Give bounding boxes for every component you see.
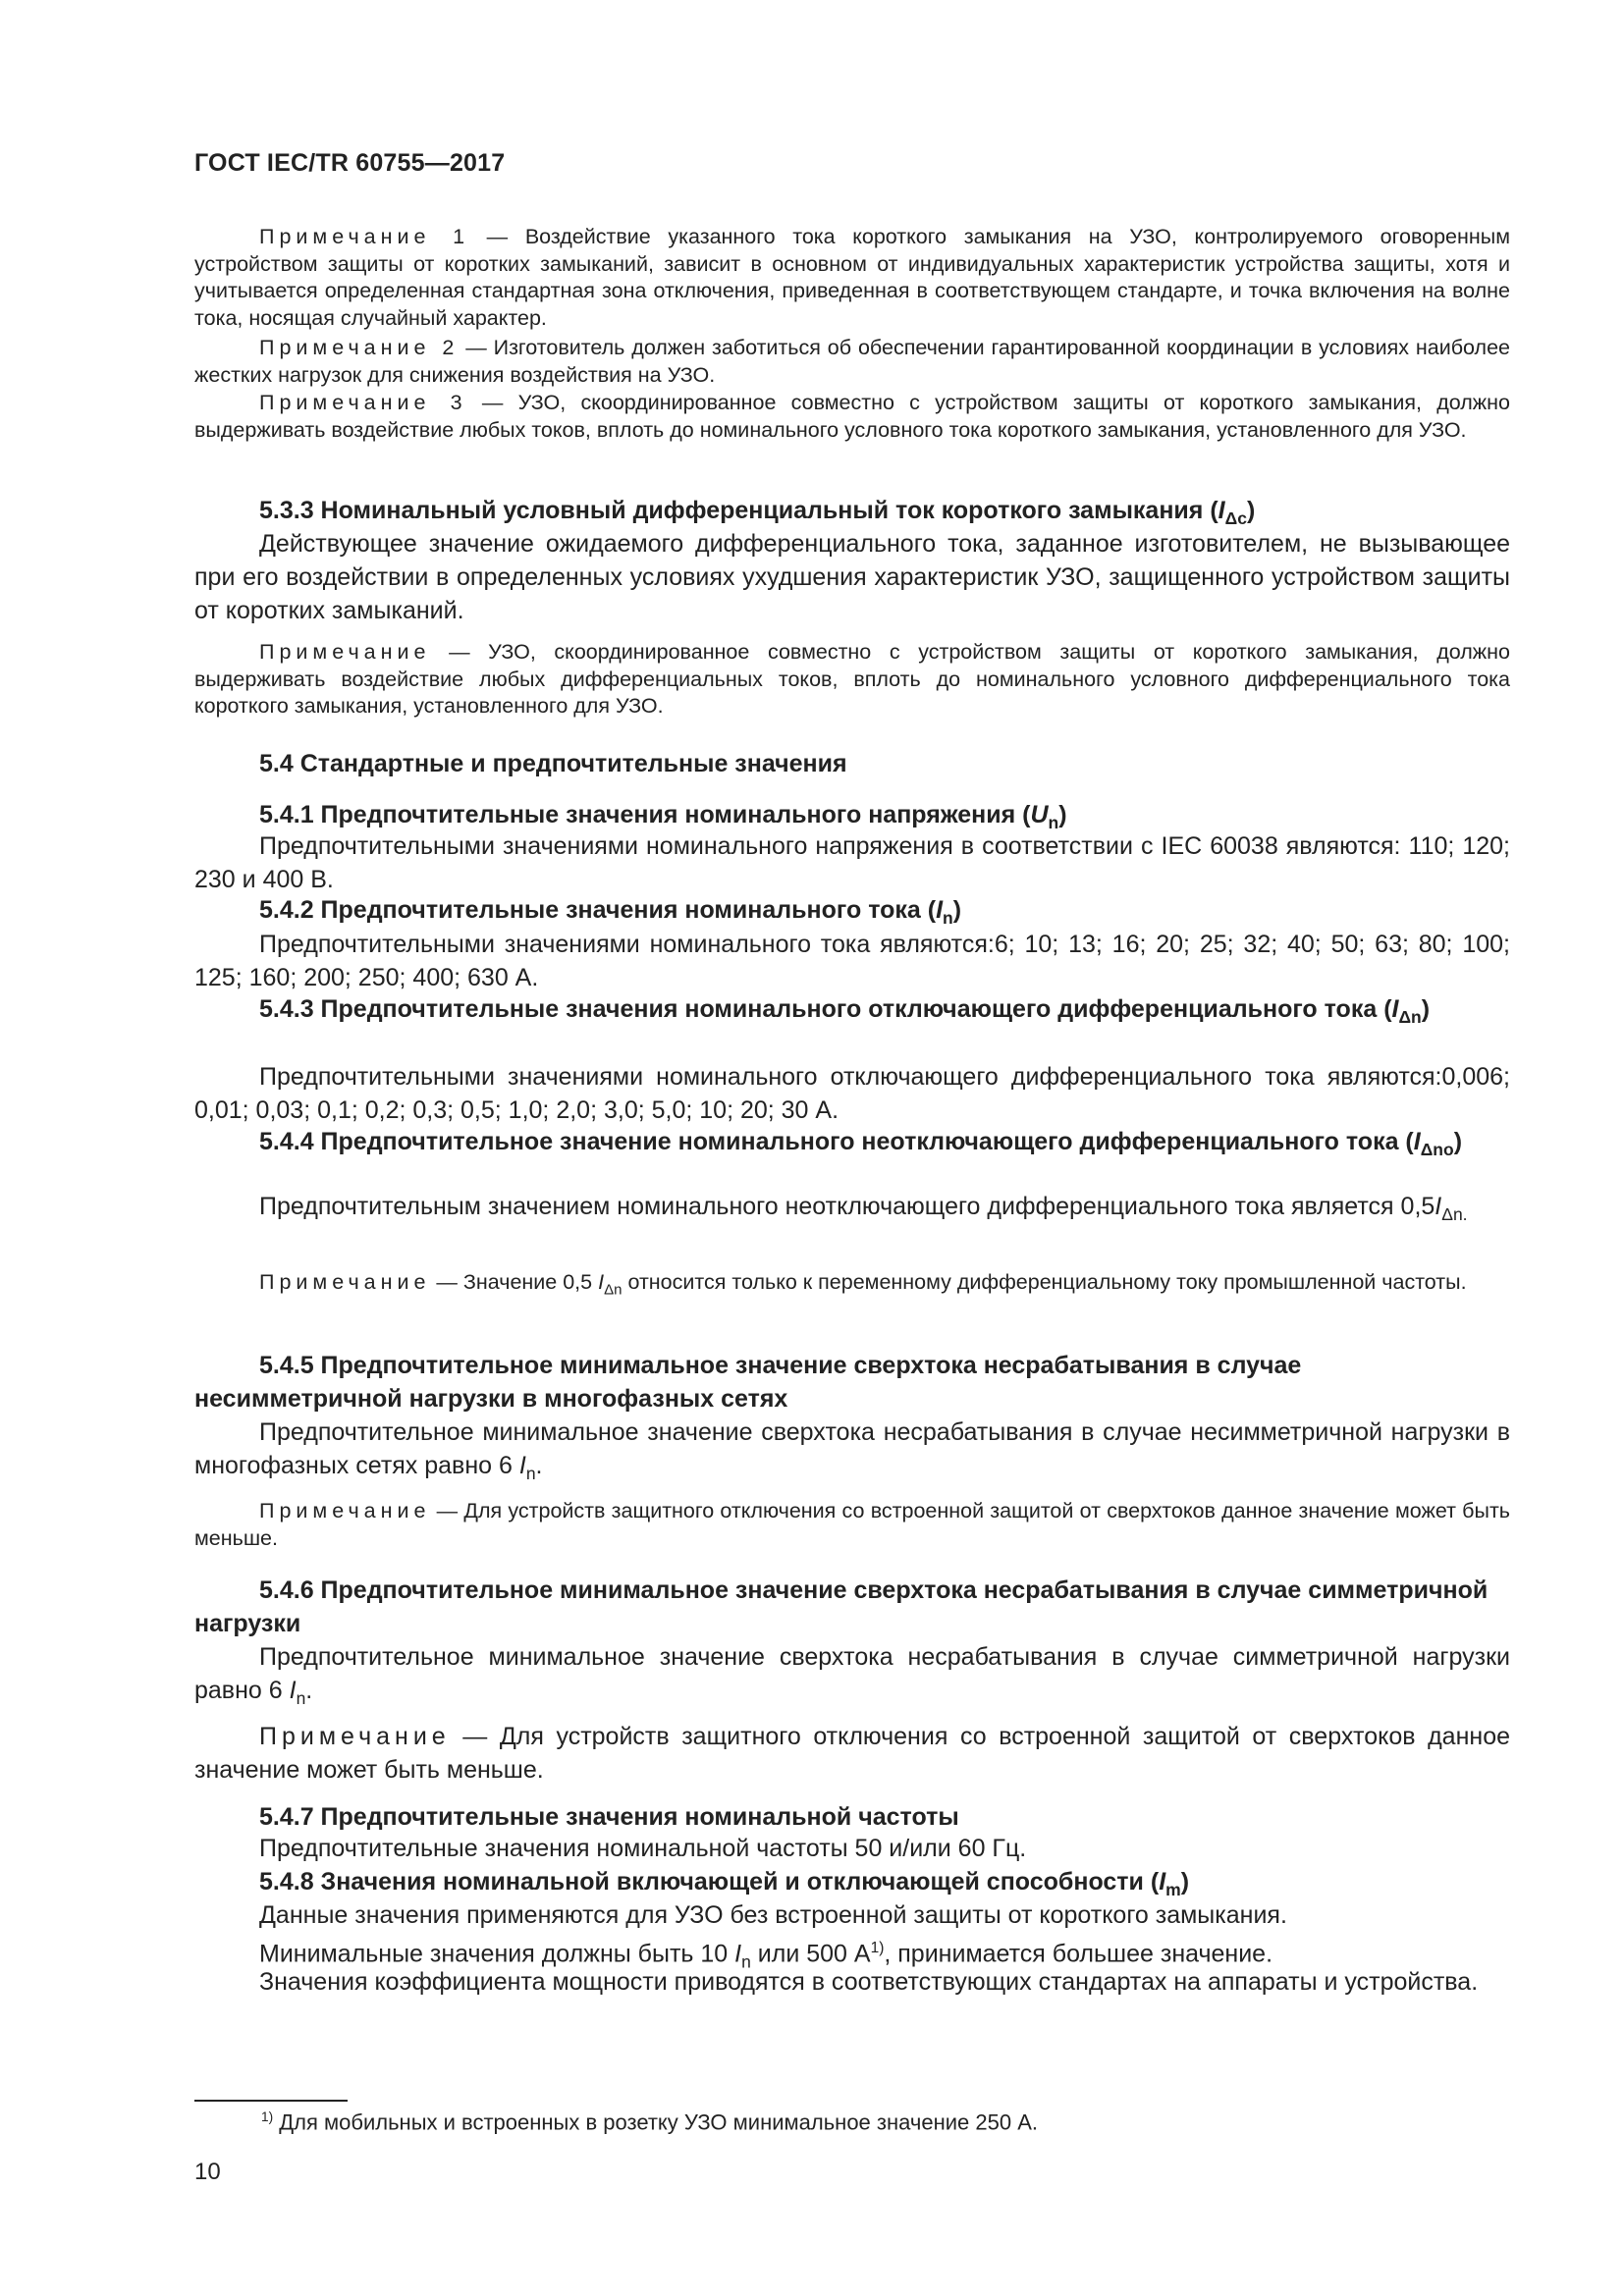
note-label: Примечание 3 (259, 391, 467, 414)
section-5-4-8-p1: Данные значения применяются для УЗО без встроенной защиты от короткого замыкания. (259, 1901, 1287, 1929)
section-5-4-7-heading: 5.4.7 Предпочтительные значения номинальной частоты (259, 1803, 959, 1831)
section-5-4-6-body: Предпочтительное минимальное значение сверхтока несрабатывания в случае симметричной нагрузки равно 6 $I_n$. (194, 1643, 1510, 1708)
note-label: Примечание 2 (259, 336, 460, 359)
section-5-4-3-body: Предпочтительными значениями номинального отключающего дифференциального тока являются:0,006; 0,01; 0,03; 0,1; 0,2; 0,3; 0,5; 1,0; 2,0; 3,0; 5,0; 10; 20; 30 А. (194, 1063, 1510, 1124)
section-5-4-5-note: Примечание — Для устройств защитного отключения со встроенной защитой от сверхтоков данное значение может быть меньше. (194, 1499, 1510, 1550)
section-5-4-4-note: Примечание — Значение 0,5 $I_{\Delta n}$ относится только к переменному дифференциальному току промышленной частоты. (259, 1270, 1467, 1299)
footnote-divider (194, 2100, 348, 2102)
note-1: Примечание 1 — Воздействие указанного тока короткого замыкания на УЗО, контролируемого оговоренным устройством защиты от коротких замыканий, зависит в основном от индивидуальных характеристик устройства защиты, хотя и учитывается определенная стандартная зона отключения, приведенная в соответствующем стандарте, и точка включения на волне тока, носящая случайный характер. (194, 225, 1510, 330)
section-5-4-6-heading: 5.4.6 Предпочтительное минимальное значение сверхтока несрабатывания в случае симметричной нагрузки (194, 1576, 1489, 1637)
section-5-4-8-p3: Значения коэффициента мощности приводятся в соответствующих стандартах на аппараты и устройства. (259, 1968, 1479, 1996)
section-5-3-3-body: Действующее значение ожидаемого дифференциального тока, заданное изготовителем, не вызывающее при его воздействии в определенных условиях ухудшения характеристик УЗО, защищенного устройством защиты от коротких замыканий. (194, 530, 1510, 624)
note-label: Примечание 1 (259, 225, 470, 248)
section-5-3-3-note: Примечание — УЗО, скоординированное совместно с устройством защиты от короткого замыкания, должно выдерживать воздействие любых дифференциальных токов, вплоть до номинального условного дифференциального тока короткого замыкания, установленного для УЗО. (194, 640, 1510, 718)
section-5-4-5-body: Предпочтительное минимальное значение сверхтока несрабатывания в случае несимметричной нагрузки в многофазных сетях равно 6 $I_n$. (194, 1418, 1510, 1483)
section-5-4-4-heading: 5.4.4 Предпочтительное значение номинального неотключающего дифференциального тока $(I_{\Delta no})$ (259, 1128, 1463, 1159)
section-5-3-3-heading: 5.3.3 Номинальный условный дифференциальный ток короткого замыкания $(I_{\Delta c})$ (259, 497, 1256, 528)
page-number: 10 (194, 2159, 221, 2185)
section-5-4-3-heading: 5.4.3 Предпочтительные значения номинального отключающего дифференциального тока $(I_{\Delta n})$ (259, 995, 1431, 1027)
section-5-4-1-body: Предпочтительными значениями номинального напряжения в соответствии с IEC 60038 являются: 110; 120; 230 и 400 В. (194, 832, 1511, 893)
section-5-4-4-body: Предпочтительным значением номинального неотключающего дифференциального тока является $0,5I_{\Delta n.}$ (259, 1193, 1468, 1224)
footnote: $^{1)}$ Для мобильных и встроенных в розетку УЗО минимальное значение 250 А. (261, 2109, 1038, 2135)
note-2: Примечание 2 — Изготовитель должен заботиться об обеспечении гарантированной координации в условиях наиболее жестких нагрузок для снижения воздействия на УЗО. (194, 336, 1510, 387)
section-5-4-heading: 5.4 Стандартные и предпочтительные значения (259, 750, 847, 777)
note-3: Примечание 3 — УЗО, скоординированное совместно с устройством защиты от короткого замыкания, должно выдерживать воздействие любых токов, вплоть до номинального условного тока короткого замыкания, установленного для УЗО. (194, 391, 1511, 442)
section-5-4-2-body: Предпочтительными значениями номинального тока являются:6; 10; 13; 16; 20; 25; 32; 40; 50; 63; 80; 100; 125; 160; 200; 250; 400; 630 А. (194, 931, 1510, 991)
section-5-4-1-heading: 5.4.1 Предпочтительные значения номинального напряжения $(U_n)$ (259, 801, 1067, 832)
section-5-4-7-body: Предпочтительные значения номинальной частоты 50 и/или 60 Гц. (259, 1835, 1027, 1862)
section-5-4-6-note: Примечание — Для устройств защитного отключения со встроенной защитой от сверхтоков данное значение может быть меньше. (194, 1723, 1510, 1784)
section-5-4-8-p2: Минимальные значения должны быть 10 $I_n$ или 500 $А^{1)}$, принимается большее значение. (259, 1940, 1273, 1972)
section-5-4-5-heading: 5.4.5 Предпочтительное минимальное значение сверхтока несрабатывания в случае несимметричной нагрузки в многофазных сетях (194, 1352, 1302, 1413)
section-5-4-8-heading: 5.4.8 Значения номинальной включающей и отключающей способности $(I_m)$ (259, 1868, 1190, 1899)
section-5-4-2-heading: 5.4.2 Предпочтительные значения номинального тока $(I_n)$ (259, 896, 962, 928)
document-header: ГОСТ IEC/TR 60755—2017 (194, 149, 506, 177)
